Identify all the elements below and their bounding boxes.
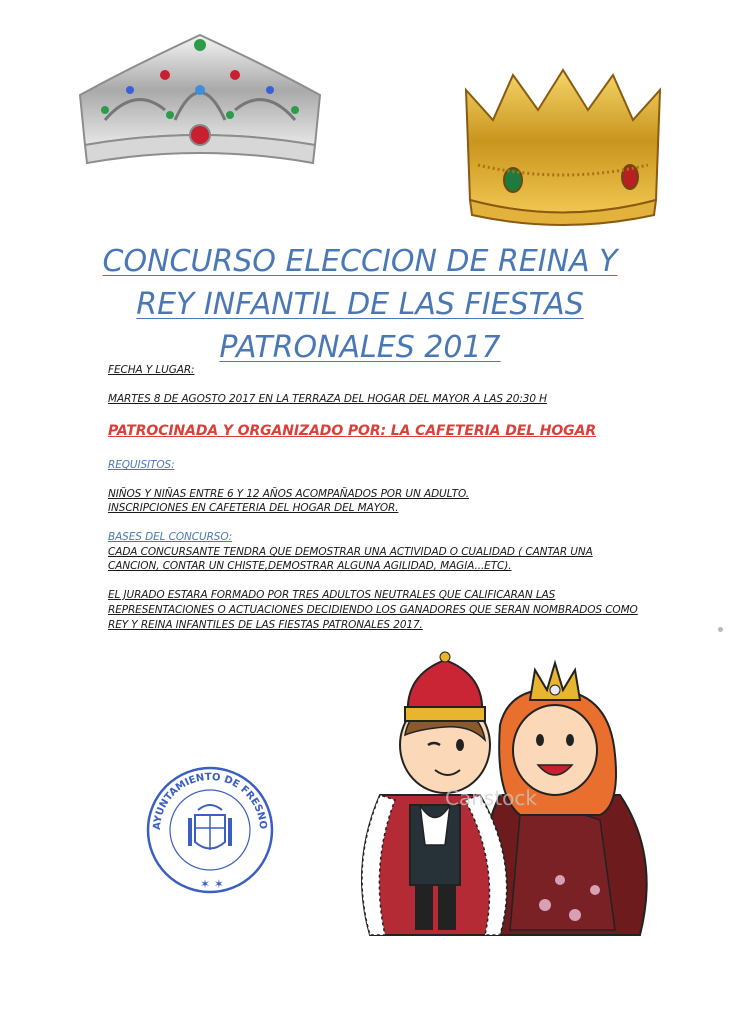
town-hall-stamp bbox=[135, 752, 280, 900]
jurado-line-1: EL JURADO ESTARA FORMADO POR TRES ADULTOS NEUTRALES QUE CALIFICARAN LAS bbox=[108, 589, 556, 601]
king-queen-illustration bbox=[350, 645, 660, 945]
watermark-text: Canstock bbox=[445, 786, 537, 810]
bases-line-1: CADA CONCURSANTE TENDRA QUE DEMOSTRAR UNA ACTIVIDAD O CUALIDAD ( CANTAR UNA bbox=[108, 546, 593, 558]
bases-label: BASES DEL CONCURSO: bbox=[108, 531, 233, 543]
title-line-3: PATRONALES 2017 bbox=[219, 330, 501, 365]
scan-speck bbox=[718, 627, 723, 632]
jurado-line-3: REY Y REINA INFANTILES DE LAS FIESTAS PATRONALES 2017. bbox=[108, 619, 423, 631]
sponsor-text: PATROCINADA Y ORGANIZADO POR: LA CAFETERIA DEL HOGAR bbox=[108, 423, 596, 439]
title-line-1: CONCURSO ELECCION DE REINA Y bbox=[102, 244, 618, 279]
fecha-text: MARTES 8 DE AGOSTO 2017 EN LA TERRAZA DEL HOGAR DEL MAYOR A LAS 20:30 H bbox=[108, 393, 547, 405]
gold-crown-icon bbox=[458, 65, 668, 230]
jurado-line-2: REPRESENTACIONES O ACTUACIONES DECIDIENDO LOS GANADORES QUE SERAN NOMBRADOS COMO bbox=[108, 604, 638, 616]
title-line-2: REY INFANTIL DE LAS FIESTAS bbox=[136, 287, 584, 322]
page-title bbox=[60, 240, 660, 369]
bases-line-2: CANCION, CONTAR UN CHISTE,DEMOSTRAR ALGUNA AGILIDAD, MAGIA...ETC). bbox=[108, 560, 512, 572]
requisitos-line-1: NIÑOS Y NIÑAS ENTRE 6 Y 12 AÑOS ACOMPAÑADOS POR UN ADULTO. bbox=[108, 488, 469, 500]
silver-tiara-icon bbox=[75, 25, 325, 180]
requisitos-label: REQUISITOS: bbox=[108, 459, 175, 471]
stamp-text: AYUNTAMIENTO DE FRESNO DE TOROTE bbox=[135, 752, 269, 831]
svg-text:✶ ✶: ✶ ✶ bbox=[200, 877, 224, 891]
requisitos-line-2: INSCRIPCIONES EN CAFETERIA DEL HOGAR DEL MAYOR. bbox=[108, 502, 399, 514]
fecha-label: FECHA Y LUGAR: bbox=[108, 364, 195, 376]
